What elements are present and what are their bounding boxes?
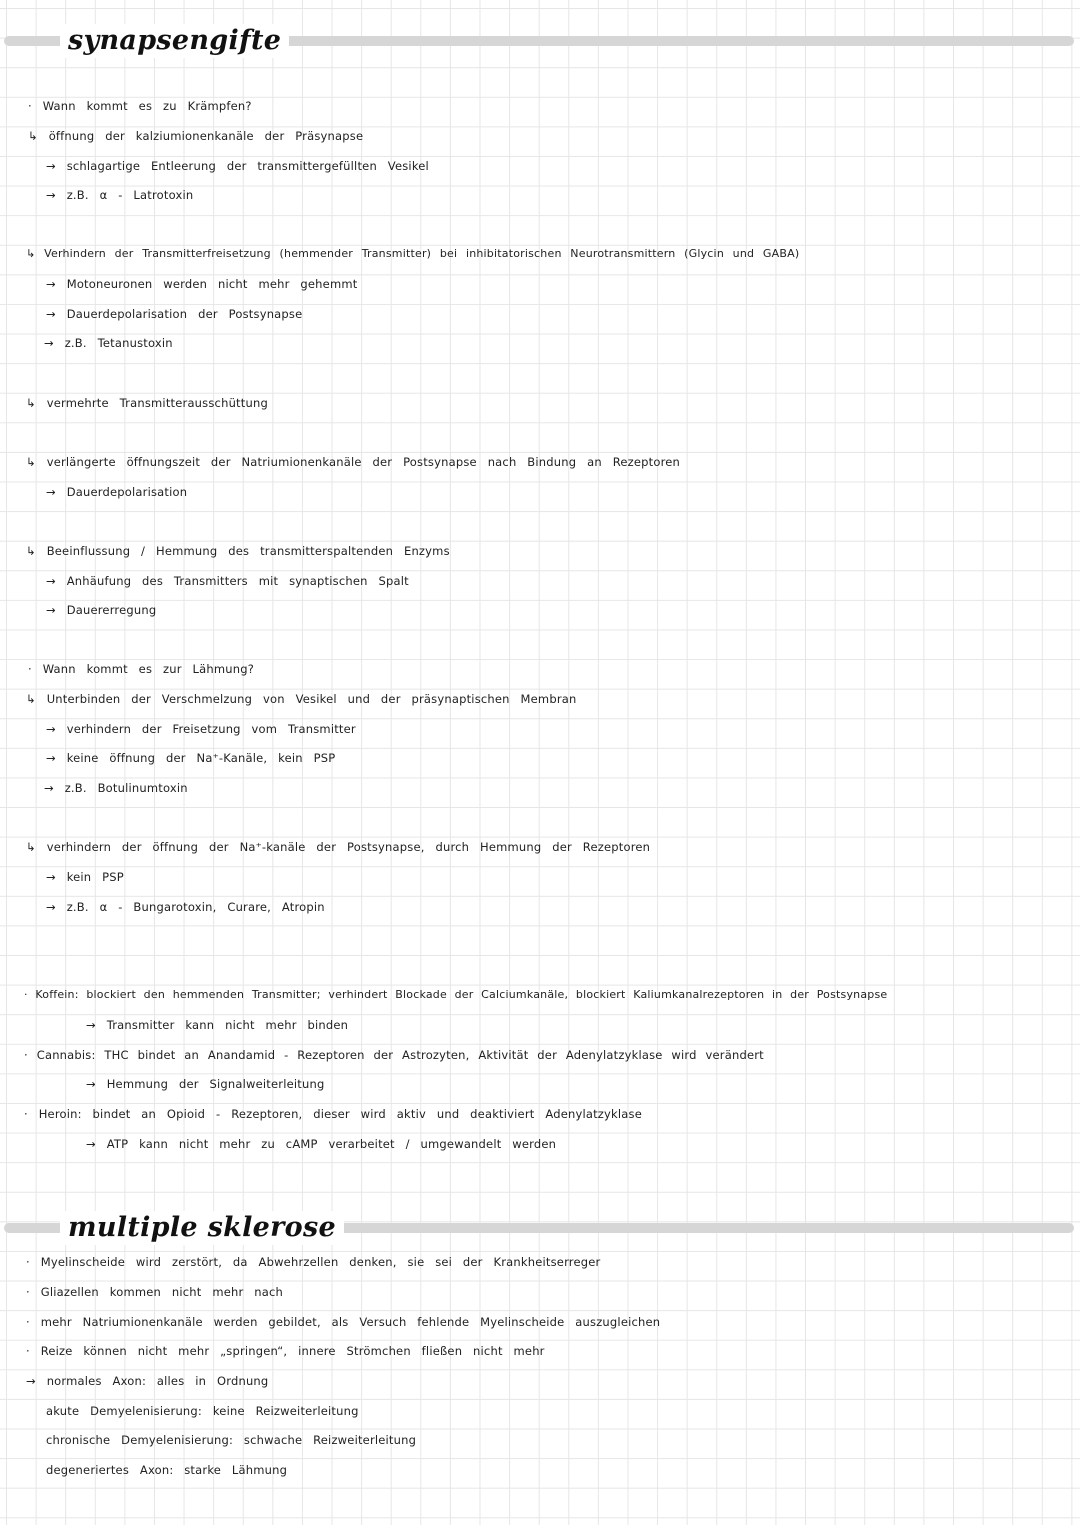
note-line: ↳ vermehrte Transmitterausschüttung (26, 396, 268, 410)
note-line: → Motoneuronen werden nicht mehr gehemmt (46, 277, 358, 291)
note-line: chronische Demyelenisierung: schwache Reizweiterleitung (46, 1433, 417, 1447)
note-line: ↳ Verhindern der Transmitterfreisetzung (hemmender Transmitter) bei inhibitatorischen Neurotransmittern (Glycin und GABA) (26, 247, 800, 260)
note-line: · Koffein: blockiert den hemmenden Transmitter; verhindert Blockade der Calciumkanäle, blockiert Kaliumkanalrezeptoren in der Postsynapse (24, 988, 888, 1001)
note-line: · Wann kommt es zur Lähmung? (28, 662, 255, 676)
note-line: → Dauerdepolarisation der Postsynapse (46, 307, 303, 321)
note-line: ↳ Beeinflussung / Hemmung des transmitterspaltenden Enzyms (26, 544, 450, 558)
note-line: → z.B. α - Bungarotoxin, Curare, Atropin (46, 900, 325, 914)
note-line: degeneriertes Axon: starke Lähmung (46, 1463, 288, 1477)
note-line: · Gliazellen kommen nicht mehr nach (26, 1285, 284, 1299)
note-line: → Dauerdepolarisation (46, 485, 188, 499)
note-line: · Wann kommt es zu Krämpfen? (28, 99, 252, 113)
note-line: · Heroin: bindet an Opioid - Rezeptoren, dieser wird aktiv und deaktiviert Adenylatzyklase (24, 1107, 643, 1121)
note-line: · Cannabis: THC bindet an Anandamid - Rezeptoren der Astrozyten, Aktivität der Adenylatzyklase wird verändert (24, 1048, 764, 1062)
note-line: → Transmitter kann nicht mehr binden (86, 1018, 349, 1032)
note-line: → schlagartige Entleerung der transmittergefüllten Vesikel (46, 159, 429, 173)
note-line: → ATP kann nicht mehr zu cAMP verarbeitet / umgewandelt werden (86, 1137, 557, 1151)
note-line: → kein PSP (46, 870, 124, 884)
note-line: → normales Axon: alles in Ordnung (26, 1374, 269, 1388)
note-line: → Anhäufung des Transmitters mit synaptischen Spalt (46, 574, 409, 588)
note-line: · Myelinscheide wird zerstört, da Abwehrzellen denken, sie sei der Krankheitserreger (26, 1255, 601, 1269)
note-line: ↳ verlängerte öffnungszeit der Natriumionenkanäle der Postsynapse nach Bindung an Rezeptoren (26, 455, 681, 469)
note-line: ↳ Unterbinden der Verschmelzung von Vesikel und der präsynaptischen Membran (26, 692, 577, 706)
note-line: → keine öffnung der Na⁺-Kanäle, kein PSP (46, 751, 336, 765)
note-line: → Dauererregung (46, 603, 157, 617)
note-line: akute Demyelenisierung: keine Reizweiterleitung (46, 1404, 359, 1418)
note-line: · Reize können nicht mehr „springen“, innere Strömchen fließen nicht mehr (26, 1344, 545, 1358)
note-line: → z.B. Tetanustoxin (44, 336, 173, 350)
note-line: → verhindern der Freisetzung vom Transmitter (46, 722, 356, 736)
note-line: ↳ verhindern der öffnung der Na⁺-kanäle der Postsynapse, durch Hemmung der Rezeptoren (26, 840, 651, 854)
note-line: ↳ öffnung der kalziumionenkanäle der Präsynapse (28, 129, 364, 143)
section-title-multiple-sklerose: multiple sklerose (60, 1211, 344, 1245)
section-title-synapsengifte: synapsengifte (60, 24, 289, 58)
note-line: → Hemmung der Signalweiterleitung (86, 1077, 325, 1091)
note-line: · mehr Natriumionenkanäle werden gebildet, als Versuch fehlende Myelinscheide auszugleichen (26, 1315, 661, 1329)
note-line: → z.B. α - Latrotoxin (46, 188, 194, 202)
note-line: → z.B. Botulinumtoxin (44, 781, 188, 795)
